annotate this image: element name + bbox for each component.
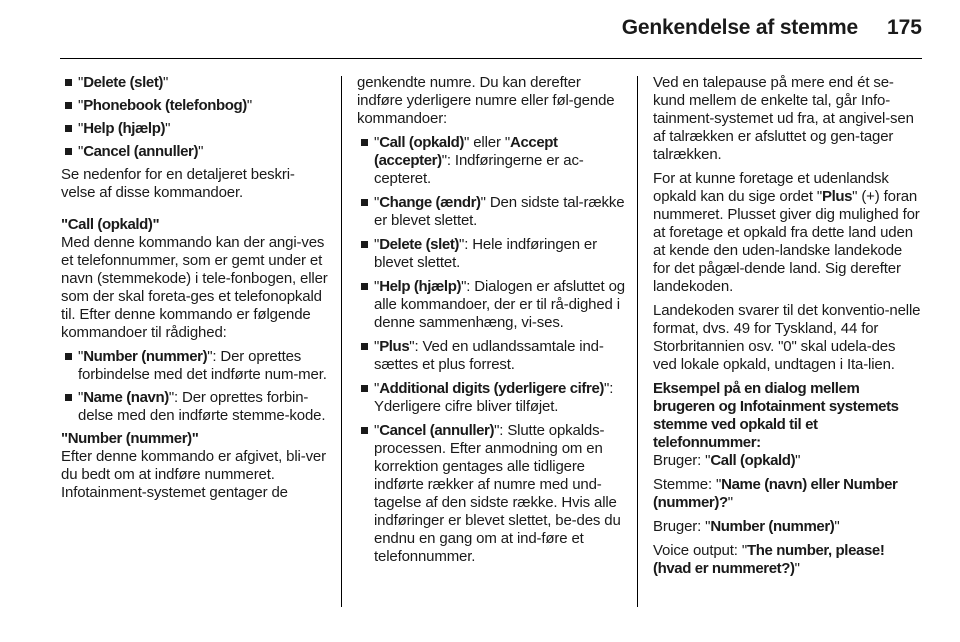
list-item: "Phonebook (telefonbog)" bbox=[61, 97, 329, 115]
command-name: Number (nummer) bbox=[83, 348, 208, 365]
command-name: Accept (accepter) bbox=[374, 134, 558, 169]
call-paragraph: Med denne kommando kan der angi-ves et telefonnummer, som er gemt under et navn (stemmekode) i tele-fonbogen, eller som der skal foreta-ges et telefonopkald til. Efter denne kommando er følgende kommandoer til rådighed: bbox=[61, 234, 328, 341]
list-item: "Number (nummer)": Der oprettes forbindelse med det indførte num-mer. bbox=[61, 348, 329, 384]
list-item: "Delete (slet)" bbox=[61, 74, 329, 92]
command-name: Number (nummer) bbox=[710, 518, 835, 535]
list-item-text: : Dialogen er afsluttet og alle kommandoer, der er til rå-dighed i denne sammenhæng, vi-ses. bbox=[374, 278, 625, 331]
command-name: Plus bbox=[822, 188, 853, 205]
column-1 bbox=[61, 74, 329, 508]
intro-paragraph: genkendte numre. Du kan derefter indføre yderligere numre eller føl-gende kommandoer: bbox=[357, 74, 615, 127]
command-name: Additional digits (yderligere cifre) bbox=[379, 380, 604, 397]
command-name: Delete (slet) bbox=[83, 74, 164, 91]
paragraph: For at kunne foretage et udenlandsk opkald kan du sige ordet "Plus" (+) foran nummeret. Plusset giver dig mulighed for at foretage et opkald fra dette land uden at kende den uden-landske landekode for det pågæl-dende land. Sig derefter landekoden. bbox=[653, 170, 920, 295]
list-item-text: : Yderligere cifre bliver tilføjet. bbox=[374, 380, 614, 415]
column-divider bbox=[341, 76, 342, 607]
dialog-line: Voice output: "The number, please! (hvad er nummeret?)" bbox=[653, 542, 885, 577]
list-item: "Name (navn)": Der oprettes forbin-delse med den indførte stemme-kode. bbox=[61, 389, 329, 425]
list-item: "Additional digits (yderligere cifre)": Yderligere cifre bliver tilføjet. bbox=[357, 380, 625, 416]
section-heading-example: Eksempel på en dialog mellem brugeren og Infotainment systemets stemme ved opkald til et telefonnummer: bbox=[653, 380, 899, 451]
command-name: Plus bbox=[379, 338, 410, 355]
command-name: Delete (slet) bbox=[379, 236, 460, 253]
list-item: "Cancel (annuller)": Slutte opkalds-processen. Efter anmodning om en korrektion gentages alle tidligere indførte rækker af numre med und-tagelse af den sidste række. Hvis alle indføringer er blevet slettet, be-des du endnu en gang om at ind-føre et telefonnummer. bbox=[357, 422, 625, 566]
number-paragraph: Efter denne kommando er afgivet, bli-ver du bedt om at indføre nummeret. Infotainment-systemet gentager de bbox=[61, 448, 326, 501]
command-name: Call (opkald) bbox=[379, 134, 464, 151]
command-name: Cancel (annuller) bbox=[379, 422, 495, 439]
paragraph: Ved en talepause på mere end ét se-kund mellem de enkelte tal, går Info-tainment-systemet ud fra, at angivel-sen af talrækken er afsluttet og gen-tager talrækken. bbox=[653, 74, 914, 163]
dialog-line: Bruger: "Call (opkald)" bbox=[653, 452, 801, 469]
command-name: Phonebook (telefonbog) bbox=[83, 97, 247, 114]
list-item: "Delete (slet)": Hele indføringen er blevet slettet. bbox=[357, 236, 625, 272]
command-name: Help (hjælp) bbox=[379, 278, 462, 295]
list-item-text: : Slutte opkalds-processen. Efter anmodning om en korrektion gentages alle tidligere indførte rækker af numre med und-tagelse af den sidste række. Hvis alle indføringer er blevet slettet, be-des du endnu en gang om at ind-føre et telefonnummer. bbox=[374, 422, 621, 565]
section-heading-call: "Call (opkald)" bbox=[61, 216, 160, 233]
list-item: "Change (ændr)" Den sidste tal-række er blevet slettet. bbox=[357, 194, 625, 230]
page-number: 175 bbox=[886, 16, 922, 39]
list-item-text: : Indføringerne er ac-cepteret. bbox=[374, 152, 584, 187]
dialog-line: Stemme: "Name (navn) eller Number (nummer)?" bbox=[653, 476, 898, 511]
command-name: Change (ændr) bbox=[379, 194, 481, 211]
list-item: "Plus": Ved en udlandssamtale ind-sættes et plus forrest. bbox=[357, 338, 625, 374]
list-item: "Help (hjælp)" bbox=[61, 120, 329, 138]
list-item-text: : Der oprettes forbin-delse med den indførte stemme-kode. bbox=[78, 389, 326, 424]
list-item: "Call (opkald)" eller "Accept (accepter)": Indføringerne er ac-cepteret. bbox=[357, 134, 625, 188]
paragraph: Landekoden svarer til det konventio-nelle format, dvs. 49 for Tyskland, 44 for Storbritannien osv. "0" skal udela-des ved lokale opkald, undtagen i Ita-lien. bbox=[653, 302, 921, 373]
command-name: Name (navn) eller Number (nummer)? bbox=[653, 476, 898, 511]
column-3 bbox=[653, 74, 921, 584]
list-item: "Cancel (annuller)" bbox=[61, 143, 329, 161]
command-name: Name (navn) bbox=[83, 389, 169, 406]
list-item: "Help (hjælp)": Dialogen er afsluttet og alle kommandoer, der er til rå-dighed i denne sammenhæng, vi-ses. bbox=[357, 278, 625, 332]
command-name: Cancel (annuller) bbox=[83, 143, 199, 160]
header-rule bbox=[60, 58, 922, 59]
list-item-text: : Ved en udlandssamtale ind-sættes et plus forrest. bbox=[374, 338, 604, 373]
column-divider bbox=[637, 76, 638, 607]
command-name: The number, please! (hvad er nummeret?) bbox=[653, 542, 885, 577]
intro-paragraph: Se nedenfor for en detaljeret beskri-velse af disse kommandoer. bbox=[61, 166, 295, 201]
dialog-line: Bruger: "Number (nummer)" bbox=[653, 518, 840, 535]
list-item-text: Den sidste tal-række er blevet slettet. bbox=[374, 194, 625, 229]
page-title: Genkendelse af stemme bbox=[621, 16, 858, 39]
section-heading-number: "Number (nummer)" bbox=[61, 430, 199, 447]
command-name: Call (opkald) bbox=[710, 452, 796, 469]
list-item-text: : Hele indføringen er blevet slettet. bbox=[374, 236, 597, 271]
command-name: Help (hjælp) bbox=[83, 120, 166, 137]
list-item-text: : Der oprettes forbindelse med det indførte num-mer. bbox=[78, 348, 327, 383]
column-2 bbox=[357, 74, 625, 572]
